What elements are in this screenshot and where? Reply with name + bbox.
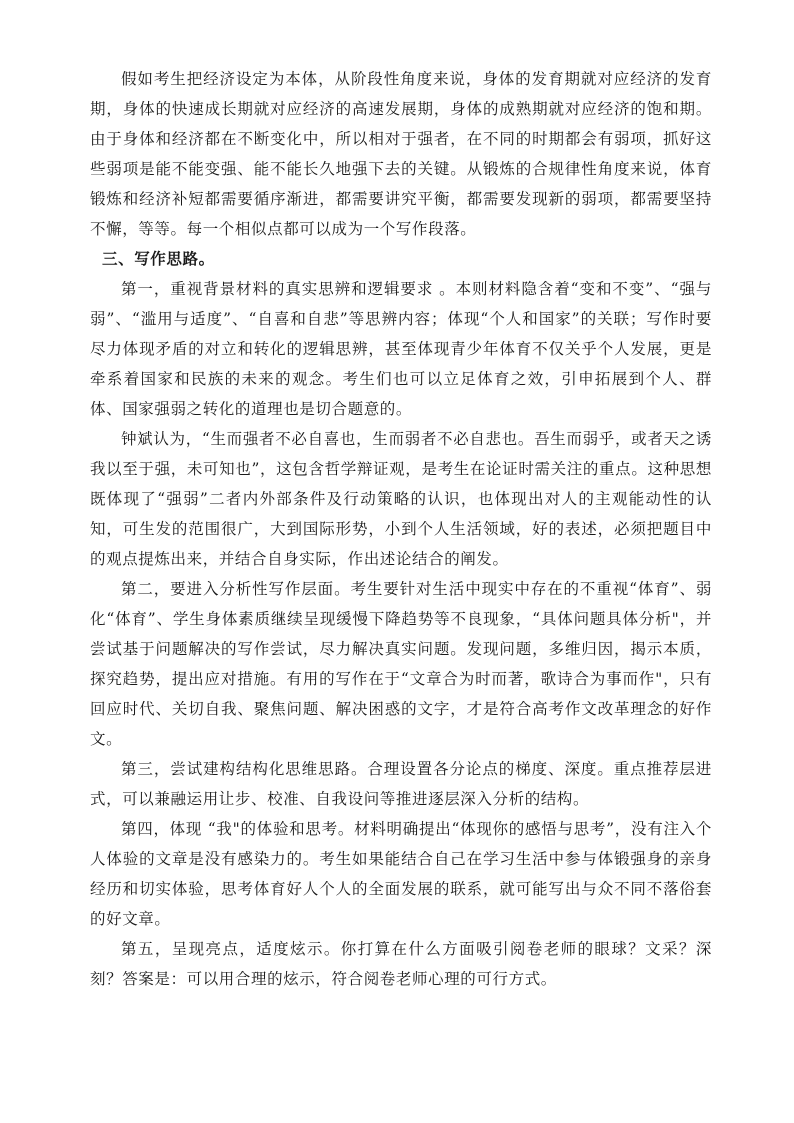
paragraph-zhong-bin-quote: 钟斌认为，“生而强者不必自喜也，生而弱者不必自悲也。吾生而弱乎，或者天之诱我以至于强，未可知也”，这包含哲学辩证观，是考生在论证时需关注的重点。这种思想既体现了“强弱”二者内外部条件及行动策略的认识，也体现出对人的主观能动性的认知，可生发的范围很广，大到国际形势，小到个人生活领域，好的表述，必须把题目中的观点提炼出来，并结合自身实际，作出述论结合的阐发。 bbox=[90, 430, 712, 568]
section-heading-writing-approach: 三、写作思路。 bbox=[102, 250, 215, 268]
paragraph-economy-analogy: 假如考生把经济设定为本体，从阶段性角度来说，身体的发育期就对应经济的发育期，身体的快速成长期就对应经济的高速发展期，身体的成熟期就对应经济的饱和期。由于身体和经济都在不断变化中，所以相对于强者，在不同的时期都会有弱项，抓好这些弱项是能不能变强、能不能长久地强下去的关键。从锻炼的合规律性角度来说，体育锻炼和经济补短都需要循序渐进，都需要讲究平衡，都需要发现新的弱项，都需要坚持不懈，等等。每一个相似点都可以成为一个写作段落。 bbox=[90, 70, 712, 238]
document-page bbox=[90, 64, 712, 994]
paragraph-point-two: 第二，要进入分析性写作层面。考生要针对生活中现实中存在的不重视“体育”、弱化“体育”、学生身体素质继续呈现缓慢下降趋势等不良现象，“具体问题具体分析"，并尝试基于问题解决的写作尝试，尽力解决真实问题。发现问题，多维归因，揭示本质，探究趋势，提出应对措施。有用的写作在于“文章合为时而著，歌诗合为事而作"，只有回应时代、关切自我、聚焦问题、解决困惑的文字，才是符合高考作文改革理念的好作文。 bbox=[90, 580, 712, 748]
paragraph-point-one: 第一，重视背景材料的真实思辨和逻辑要求 。本则材料隐含着“变和不变”、“强与弱”、“滥用与适度”、“自喜和自悲”等思辨内容；体现“个人和国家”的关联；写作时要尽力体现矛盾的对立和转化的逻辑思辨，甚至体现青少年体育不仅关乎个人发展，更是牵系着国家和民族的未来的观念。考生们也可以立足体育之效，引申拓展到个人、群体、国家强弱之转化的道理也是切合题意的。 bbox=[90, 280, 712, 418]
paragraph-point-five: 第五，呈现亮点，适度炫示。你打算在什么方面吸引阅卷老师的眼球？文采？深刻？答案是：可以用合理的炫示，符合阅卷老师心理的可行方式。 bbox=[90, 940, 712, 988]
paragraph-point-three: 第三，尝试建构结构化思维思路。合理设置各分论点的梯度、深度。重点推荐层进式，可以兼融运用让步、校准、自我设问等推进逐层深入分析的结构。 bbox=[90, 760, 712, 808]
paragraph-point-four: 第四，体现 “我"的体验和思考。材料明确提出“体现你的感悟与思考”，没有注入个人体验的文章是没有感染力的。考生如果能结合自己在学习生活中参与体锻强身的亲身经历和切实体验，思考体育好人个人的全面发展的联系，就可能写出与众不同不落俗套的好文章。 bbox=[90, 820, 712, 928]
